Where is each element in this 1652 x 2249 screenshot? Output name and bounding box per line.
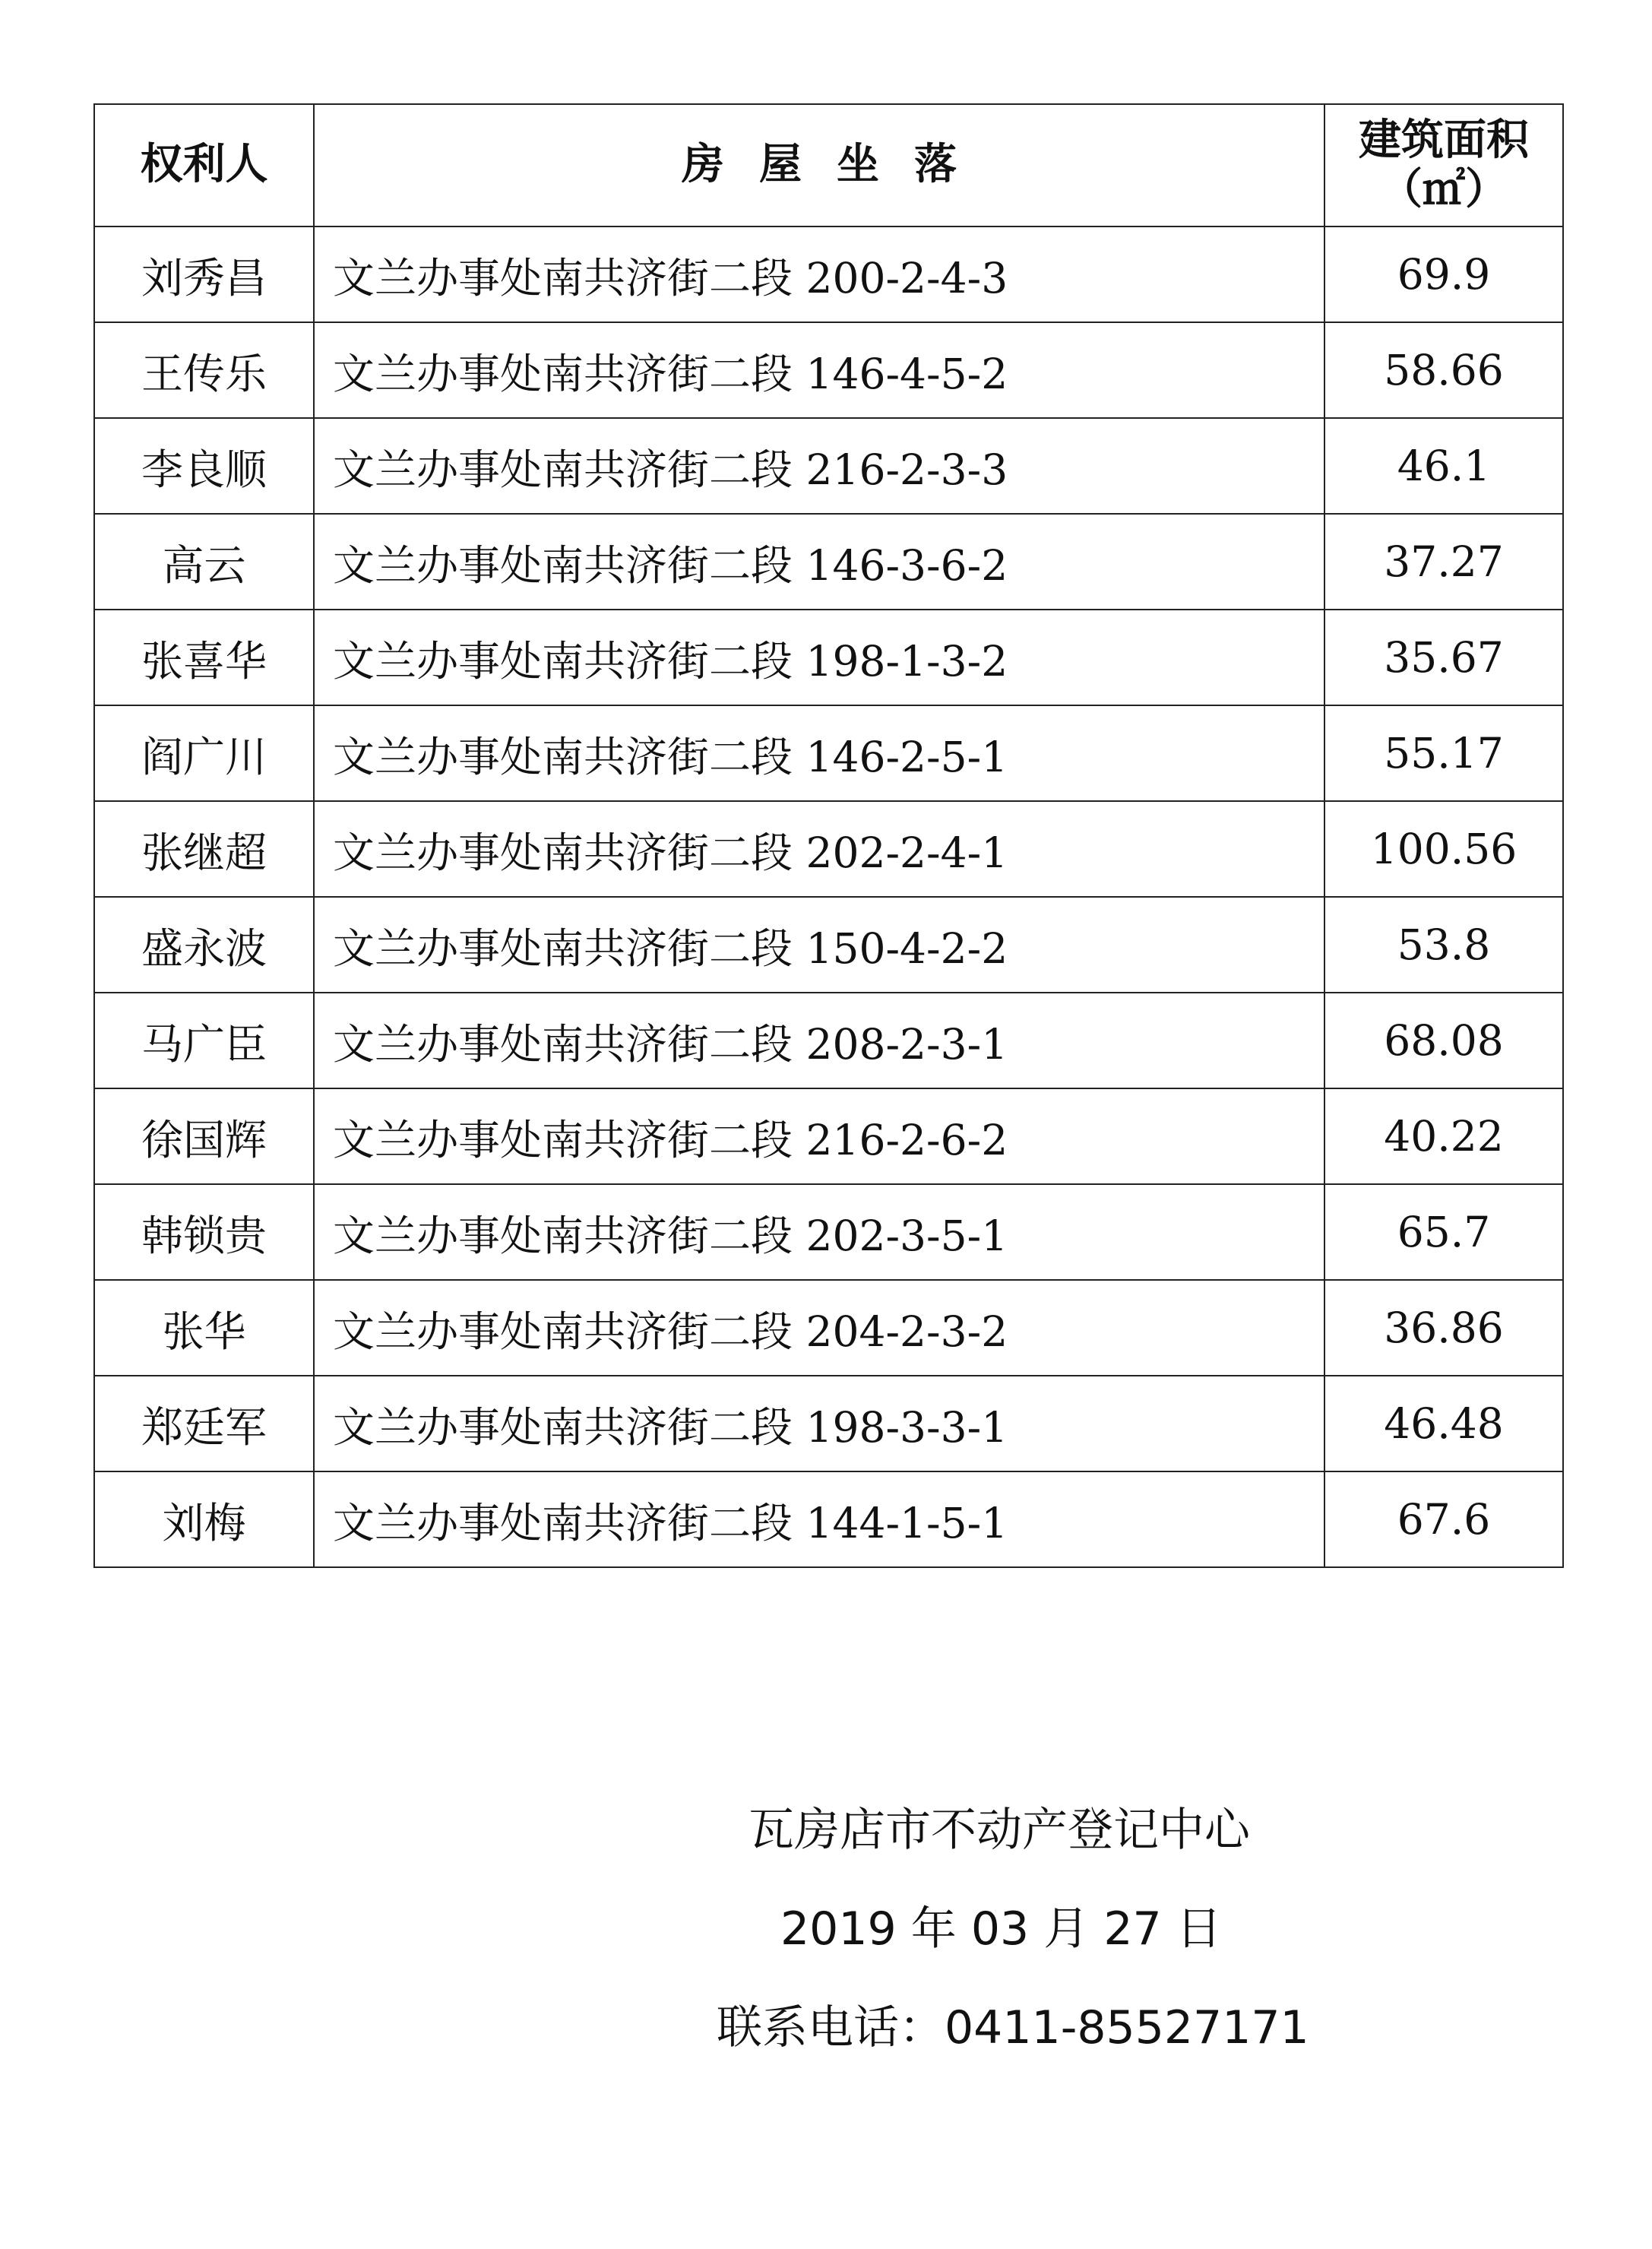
area-cell: 46.48 bbox=[1324, 1376, 1563, 1471]
header-area-line1: 建筑面积 bbox=[1359, 116, 1529, 166]
area-cell: 53.8 bbox=[1324, 897, 1563, 993]
header-address: 房屋坐落 bbox=[314, 104, 1324, 226]
area-cell: 65.7 bbox=[1324, 1184, 1563, 1280]
table-header-row bbox=[94, 104, 1563, 226]
table-row bbox=[94, 993, 1563, 1088]
address-cell: 文兰办事处南共济街二段 198-3-3-1 bbox=[314, 1376, 1324, 1471]
owner-cell: 郑廷军 bbox=[94, 1376, 314, 1471]
table-row bbox=[94, 1088, 1563, 1184]
address-cell: 文兰办事处南共济街二段 216-2-6-2 bbox=[314, 1088, 1324, 1184]
area-cell: 58.66 bbox=[1324, 322, 1563, 418]
address-cell: 文兰办事处南共济街二段 146-3-6-2 bbox=[314, 514, 1324, 610]
contact-phone: 联系电话：0411-85527171 bbox=[717, 2001, 1309, 2054]
table-row bbox=[94, 705, 1563, 801]
table-row bbox=[94, 1471, 1563, 1567]
table-row bbox=[94, 610, 1563, 705]
owner-cell: 韩锁贵 bbox=[94, 1184, 314, 1280]
header-area-unit: （㎡） bbox=[1380, 164, 1508, 214]
owner-cell: 马广臣 bbox=[94, 993, 314, 1088]
area-cell: 67.6 bbox=[1324, 1471, 1563, 1567]
area-cell: 100.56 bbox=[1324, 801, 1563, 897]
area-cell: 36.86 bbox=[1324, 1280, 1563, 1376]
owner-cell: 张喜华 bbox=[94, 610, 314, 705]
ownership-table bbox=[93, 103, 1564, 1568]
table-row bbox=[94, 226, 1563, 322]
address-cell: 文兰办事处南共济街二段 200-2-4-3 bbox=[314, 226, 1324, 322]
area-cell: 69.9 bbox=[1324, 226, 1563, 322]
issue-date: 2019 年 03 月 27 日 bbox=[780, 1902, 1222, 1956]
owner-cell: 王传乐 bbox=[94, 322, 314, 418]
table-row bbox=[94, 322, 1563, 418]
owner-cell: 张继超 bbox=[94, 801, 314, 897]
area-cell: 40.22 bbox=[1324, 1088, 1563, 1184]
address-cell: 文兰办事处南共济街二段 150-4-2-2 bbox=[314, 897, 1324, 993]
area-cell: 37.27 bbox=[1324, 514, 1563, 610]
address-cell: 文兰办事处南共济街二段 198-1-3-2 bbox=[314, 610, 1324, 705]
address-cell: 文兰办事处南共济街二段 146-4-5-2 bbox=[314, 322, 1324, 418]
area-cell: 35.67 bbox=[1324, 610, 1563, 705]
address-cell: 文兰办事处南共济街二段 202-2-4-1 bbox=[314, 801, 1324, 897]
table-row bbox=[94, 514, 1563, 610]
owner-cell: 刘秀昌 bbox=[94, 226, 314, 322]
owner-cell: 徐国辉 bbox=[94, 1088, 314, 1184]
ownership-table-container bbox=[93, 103, 1562, 1568]
table-row bbox=[94, 897, 1563, 993]
table-row bbox=[94, 1184, 1563, 1280]
owner-cell: 高云 bbox=[94, 514, 314, 610]
owner-cell: 张华 bbox=[94, 1280, 314, 1376]
owner-cell: 盛永波 bbox=[94, 897, 314, 993]
area-cell: 55.17 bbox=[1324, 705, 1563, 801]
table-body bbox=[94, 226, 1563, 1567]
issuing-organization: 瓦房店市不动产登记中心 bbox=[748, 1804, 1250, 1857]
address-cell: 文兰办事处南共济街二段 144-1-5-1 bbox=[314, 1471, 1324, 1567]
area-cell: 68.08 bbox=[1324, 993, 1563, 1088]
owner-cell: 阎广川 bbox=[94, 705, 314, 801]
owner-cell: 李良顺 bbox=[94, 418, 314, 514]
address-cell: 文兰办事处南共济街二段 204-2-3-2 bbox=[314, 1280, 1324, 1376]
header-owner: 权利人 bbox=[94, 104, 314, 226]
table-row bbox=[94, 801, 1563, 897]
address-cell: 文兰办事处南共济街二段 216-2-3-3 bbox=[314, 418, 1324, 514]
area-cell: 46.1 bbox=[1324, 418, 1563, 514]
owner-cell: 刘梅 bbox=[94, 1471, 314, 1567]
header-area bbox=[1324, 104, 1563, 226]
table-row bbox=[94, 1280, 1563, 1376]
table-row bbox=[94, 1376, 1563, 1471]
address-cell: 文兰办事处南共济街二段 208-2-3-1 bbox=[314, 993, 1324, 1088]
table-row bbox=[94, 418, 1563, 514]
address-cell: 文兰办事处南共济街二段 146-2-5-1 bbox=[314, 705, 1324, 801]
address-cell: 文兰办事处南共济街二段 202-3-5-1 bbox=[314, 1184, 1324, 1280]
